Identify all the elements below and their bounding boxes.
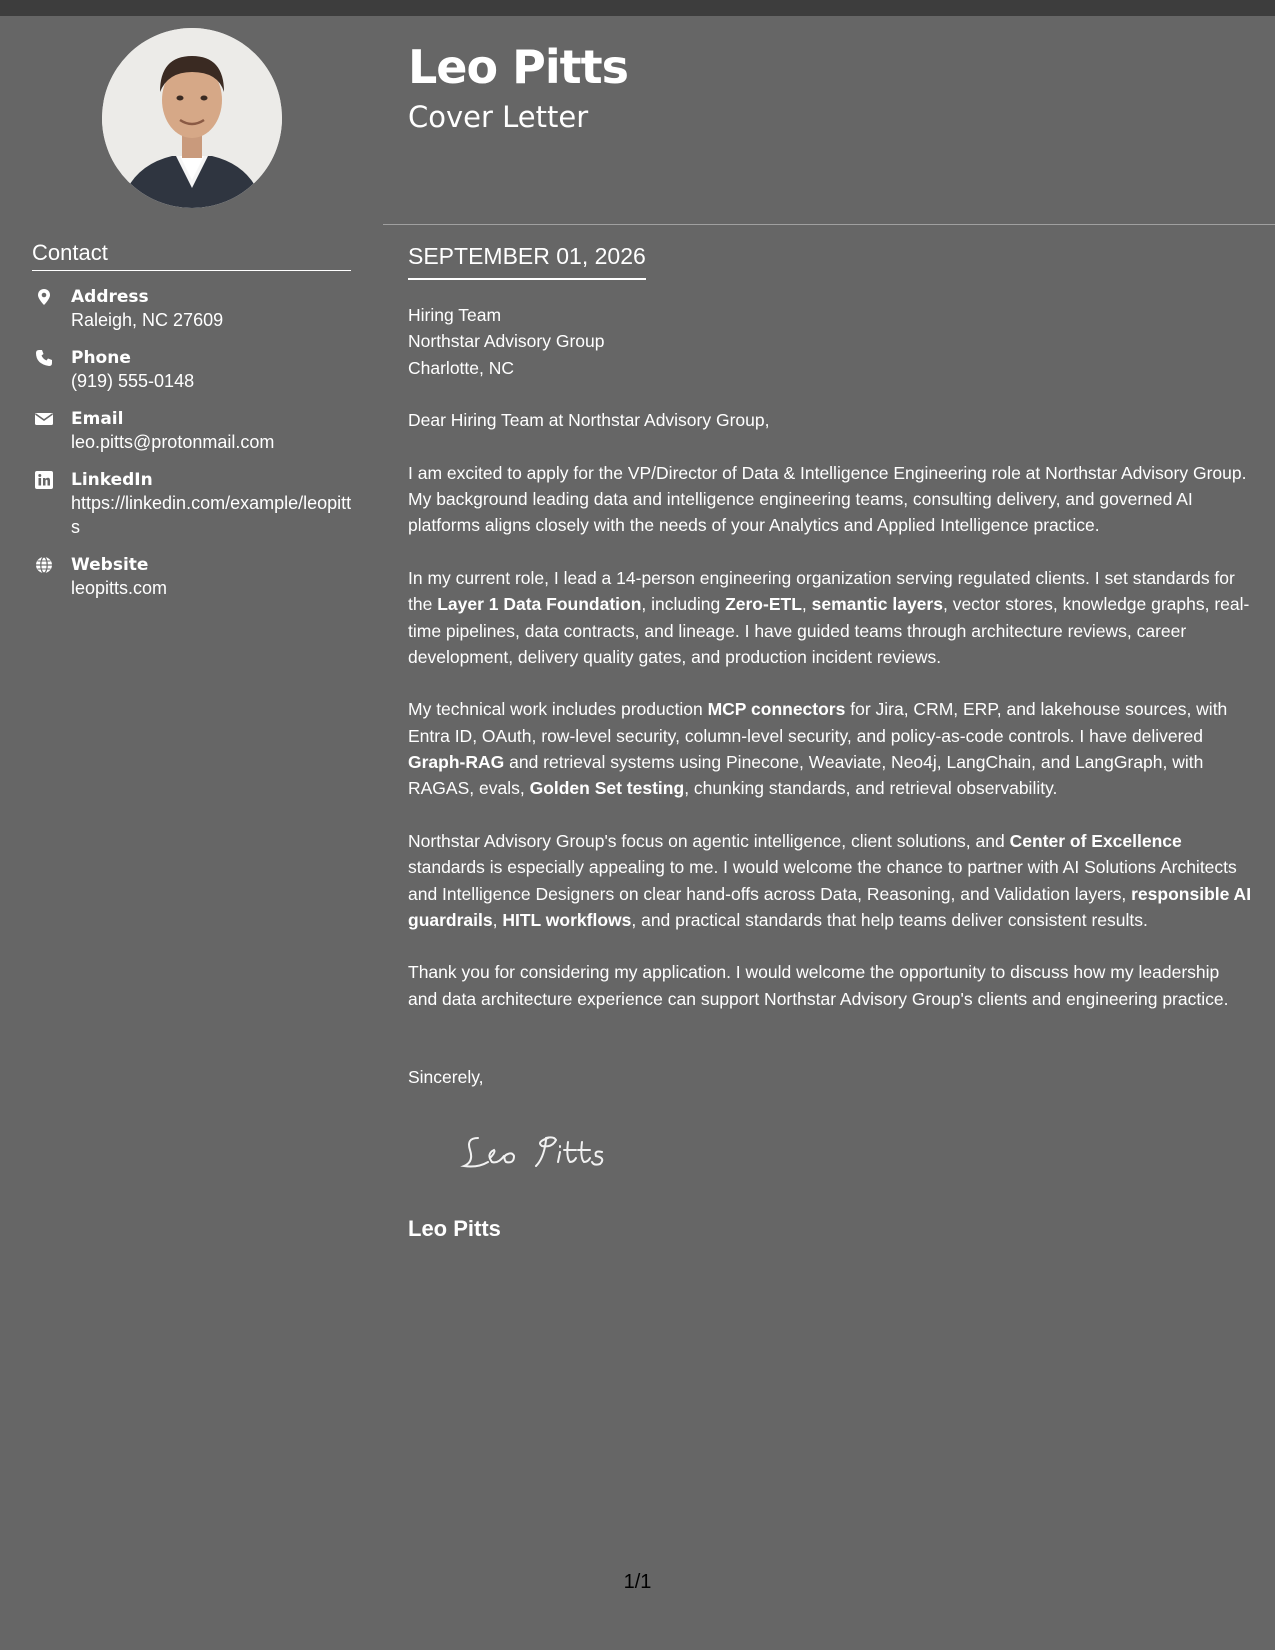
signed-name: Leo Pitts bbox=[408, 1216, 501, 1242]
linkedin-label: LinkedIn bbox=[71, 470, 153, 490]
contact-heading: Contact bbox=[32, 240, 351, 271]
emphasis-text: HITL workflows bbox=[502, 909, 632, 930]
address-value: Raleigh, NC 27609 bbox=[71, 310, 224, 330]
globe-icon bbox=[35, 556, 53, 574]
signature bbox=[456, 1128, 1253, 1178]
letter-paragraph: I am excited to apply for the VP/Director of Data & Intelligence Engineering role at Northstar Advisory Group. My background leading data and intelligence engineering teams, consulting delivery, and governed AI platforms aligns closely with the needs of your Analytics and Applied Intelligence practice. bbox=[408, 462, 1247, 536]
phone-value: (919) 555-0148 bbox=[71, 371, 195, 391]
page-number: 1/1 bbox=[623, 1571, 652, 1593]
letter-body bbox=[408, 302, 1253, 1243]
website-label: Website bbox=[71, 555, 149, 575]
document-subtitle: Cover Letter bbox=[408, 100, 589, 134]
applicant-name: Leo Pitts bbox=[408, 40, 628, 94]
emphasis-text: Center of Excellence bbox=[1009, 830, 1182, 851]
closing: Sincerely, bbox=[408, 1067, 484, 1088]
linkedin-value[interactable]: https://linkedin.com/example/leopitts bbox=[71, 493, 352, 537]
envelope-icon bbox=[35, 410, 53, 428]
header-divider bbox=[383, 224, 1275, 225]
linkedin-icon bbox=[35, 471, 53, 489]
contact-linkedin bbox=[32, 469, 362, 539]
email-value[interactable]: leo.pitts@protonmail.com bbox=[71, 432, 275, 452]
contact-website bbox=[32, 554, 362, 600]
emphasis-text: semantic layers bbox=[811, 594, 943, 615]
letter-paragraph: My technical work includes production MCP connectors for Jira, CRM, ERP, and lakehouse sources, with Entra ID, OAuth, row-level security, column-level security, and policy-as-code controls. I have delivered Graph-RAG and retrieval systems using Pinecone, Weaviate, Neo4j, LangChain, and LangGraph, with RAGAS, evals, Golden Set testing, chunking standards, and retrieval observability. bbox=[408, 699, 1228, 799]
salutation: Dear Hiring Team at Northstar Advisory Group, bbox=[408, 410, 770, 431]
emphasis-text: Layer 1 Data Foundation bbox=[437, 594, 642, 615]
recipient-block bbox=[408, 302, 1253, 381]
phone-icon bbox=[35, 349, 53, 367]
website-value[interactable]: leopitts.com bbox=[71, 578, 168, 598]
recipient-line: Charlotte, NC bbox=[408, 357, 515, 378]
contact-phone bbox=[32, 347, 362, 393]
top-bar bbox=[0, 0, 1275, 16]
letter-date: SEPTEMBER 01, 2026 bbox=[408, 245, 646, 280]
recipient-line: Northstar Advisory Group bbox=[408, 331, 605, 352]
address-label: Address bbox=[71, 287, 149, 307]
letter-paragraph: Thank you for considering my application. I would welcome the opportunity to discuss how my leadership and data architecture experience can support Northstar Advisory Group's clients and engineering practice. bbox=[408, 962, 1229, 1009]
contact-list bbox=[32, 286, 362, 615]
contact-email bbox=[32, 408, 362, 454]
emphasis-text: Zero-ETL bbox=[725, 594, 802, 615]
map-pin-icon bbox=[35, 288, 53, 306]
email-label: Email bbox=[71, 409, 124, 429]
profile-photo bbox=[102, 28, 282, 208]
letter-paragraph: In my current role, I lead a 14-person engineering organization serving regulated clients. I set standards for the Layer 1 Data Foundation, including Zero-ETL, semantic layers, vector stores, knowledge graphs, real-time pipelines, data contracts, and lineage. I have guided teams through architecture reviews, career development, delivery quality gates, and production incident reviews. bbox=[408, 567, 1250, 667]
emphasis-text: Golden Set testing bbox=[529, 778, 685, 799]
emphasis-text: Graph-RAG bbox=[408, 752, 505, 773]
phone-label: Phone bbox=[71, 348, 131, 368]
contact-address bbox=[32, 286, 362, 332]
emphasis-text: responsible AI guardrails bbox=[408, 883, 1252, 930]
letter-paragraph: Northstar Advisory Group's focus on agentic intelligence, client solutions, and Center of Excellence standards is especially appealing to me. I would welcome the chance to partner with AI Solutions Architects and Intelligence Designers on clear hand-offs across Data, Reasoning, and Validation layers, responsible AI guardrails, HITL workflows, and practical standards that help teams deliver consistent results. bbox=[408, 830, 1252, 930]
emphasis-text: MCP connectors bbox=[707, 699, 846, 720]
recipient-line: Hiring Team bbox=[408, 305, 502, 325]
